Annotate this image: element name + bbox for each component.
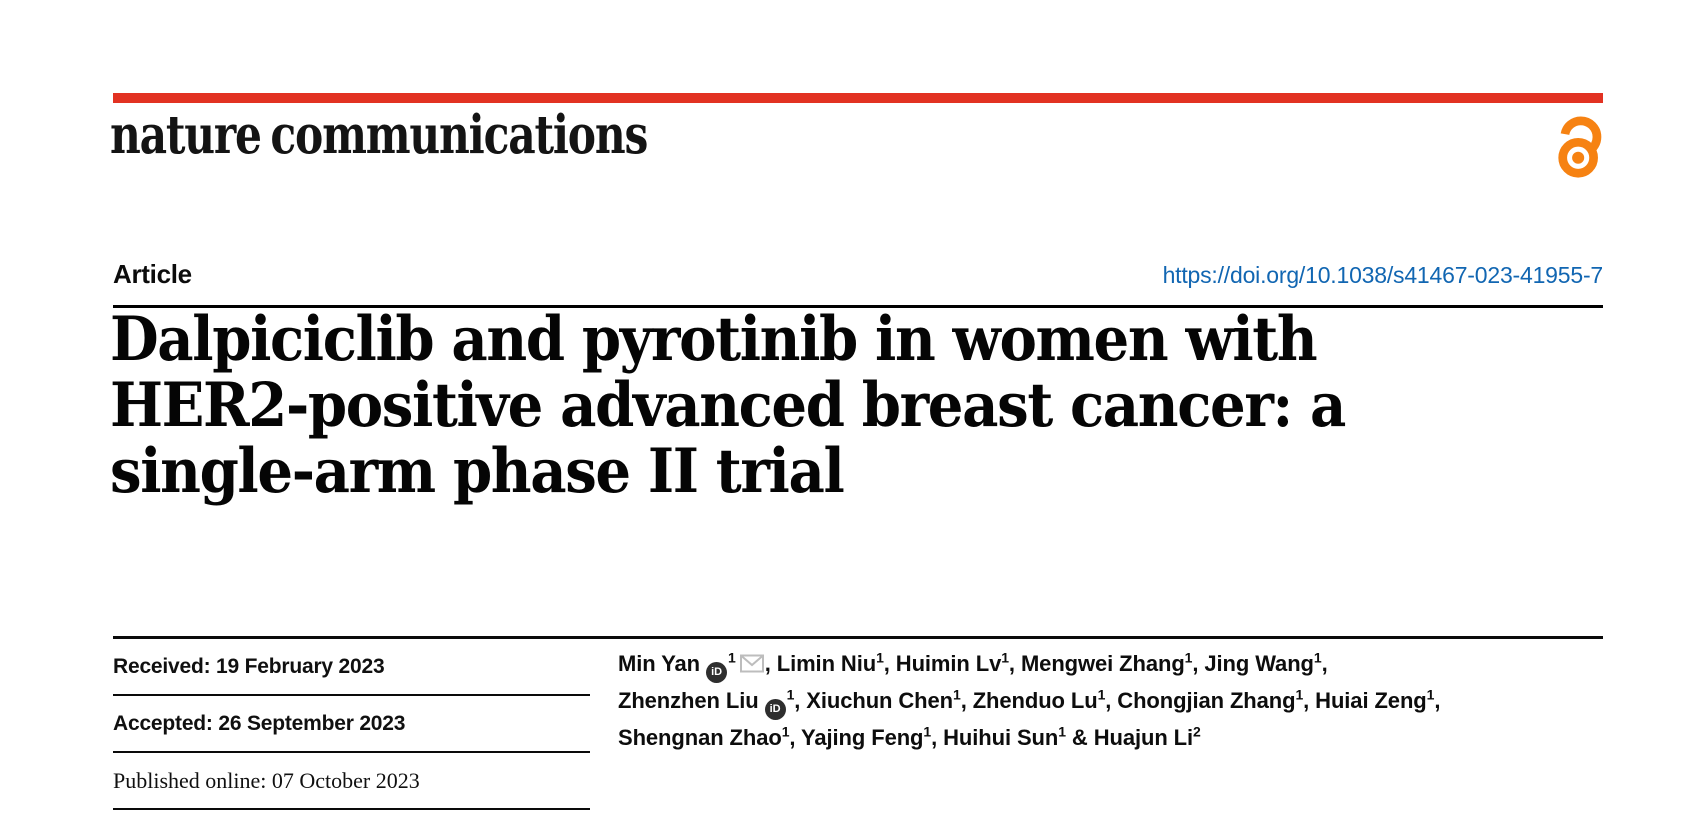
author-name: Yajing Feng xyxy=(801,725,924,750)
author-name: Xiuchun Chen xyxy=(806,688,953,713)
author-name: Chongjian Zhang xyxy=(1117,688,1296,713)
affiliation-superscript: 1 xyxy=(1313,649,1322,666)
history-row: Accepted: 26 September 2023 xyxy=(113,696,590,753)
author-line xyxy=(618,720,1548,755)
author-separator: , xyxy=(794,688,807,713)
affiliation-superscript: 1 xyxy=(953,686,961,703)
journal-wordmark: nature communications xyxy=(110,104,648,166)
orcid-icon[interactable]: iD xyxy=(706,662,727,683)
author-separator: , xyxy=(1008,651,1021,676)
article-kind-label: Article xyxy=(113,259,192,289)
author-separator: , xyxy=(1434,688,1441,713)
affiliation-superscript: 1 xyxy=(1001,649,1009,666)
author-name: Huajun Li xyxy=(1093,725,1194,750)
author-name: Huiai Zeng xyxy=(1315,688,1427,713)
affiliation-superscript: 1 xyxy=(876,649,884,666)
affiliation-superscript: 1 xyxy=(923,723,932,740)
author-name: Jing Wang xyxy=(1204,651,1314,676)
author-name: Zhenzhen Liu xyxy=(618,688,759,713)
author-name: Zhenduo Lu xyxy=(972,688,1098,713)
doi-link[interactable]: https://doi.org/10.1038/s41467-023-41955-7 xyxy=(1162,262,1603,288)
article-title xyxy=(110,304,1345,507)
author-separator: , xyxy=(960,688,973,713)
author-separator: , xyxy=(931,725,944,750)
author-separator: , xyxy=(1321,651,1328,676)
author-separator: , xyxy=(883,651,896,676)
email-icon[interactable] xyxy=(740,654,764,673)
affiliation-superscript: 1 xyxy=(786,686,795,703)
title-line: Dalpiciclib and pyrotinib in women with xyxy=(110,304,1317,375)
orcid-icon[interactable]: iD xyxy=(765,699,786,720)
masthead-red-bar xyxy=(113,93,1603,103)
affiliation-superscript: 1 xyxy=(1058,723,1066,740)
author-name: Huimin Lv xyxy=(895,651,1002,676)
author-name: Mengwei Zhang xyxy=(1020,651,1185,676)
author-name: Limin Niu xyxy=(776,651,877,676)
author-line xyxy=(618,683,1548,720)
affiliation-superscript: 1 xyxy=(728,649,736,666)
history-list xyxy=(113,639,590,810)
author-list xyxy=(618,646,1548,755)
author-separator: , xyxy=(1105,688,1118,713)
affiliation-superscript: 2 xyxy=(1193,723,1201,740)
author-separator: , xyxy=(1303,688,1316,713)
title-line: HER2-positive advanced breast cancer: a xyxy=(110,370,1345,441)
author-separator: , xyxy=(764,651,777,676)
affiliation-superscript: 1 xyxy=(1184,649,1193,666)
author-separator: & xyxy=(1065,725,1094,750)
affiliation-superscript: 1 xyxy=(1097,686,1106,703)
affiliation-superscript: 1 xyxy=(1295,686,1304,703)
history-row: Received: 19 February 2023 xyxy=(113,639,590,696)
author-name: Shengnan Zhao xyxy=(618,725,782,750)
author-name: Min Yan xyxy=(618,651,701,676)
title-line: single-arm phase II trial xyxy=(110,436,844,507)
affiliation-superscript: 1 xyxy=(781,723,790,740)
author-line xyxy=(618,646,1548,683)
author-name: Huihui Sun xyxy=(943,725,1059,750)
history-row: Published online: 07 October 2023 xyxy=(113,753,590,810)
author-separator: , xyxy=(1192,651,1205,676)
author-separator: , xyxy=(789,725,802,750)
article-head-row xyxy=(113,259,1603,290)
open-access-icon xyxy=(1556,111,1603,179)
affiliation-superscript: 1 xyxy=(1426,686,1435,703)
